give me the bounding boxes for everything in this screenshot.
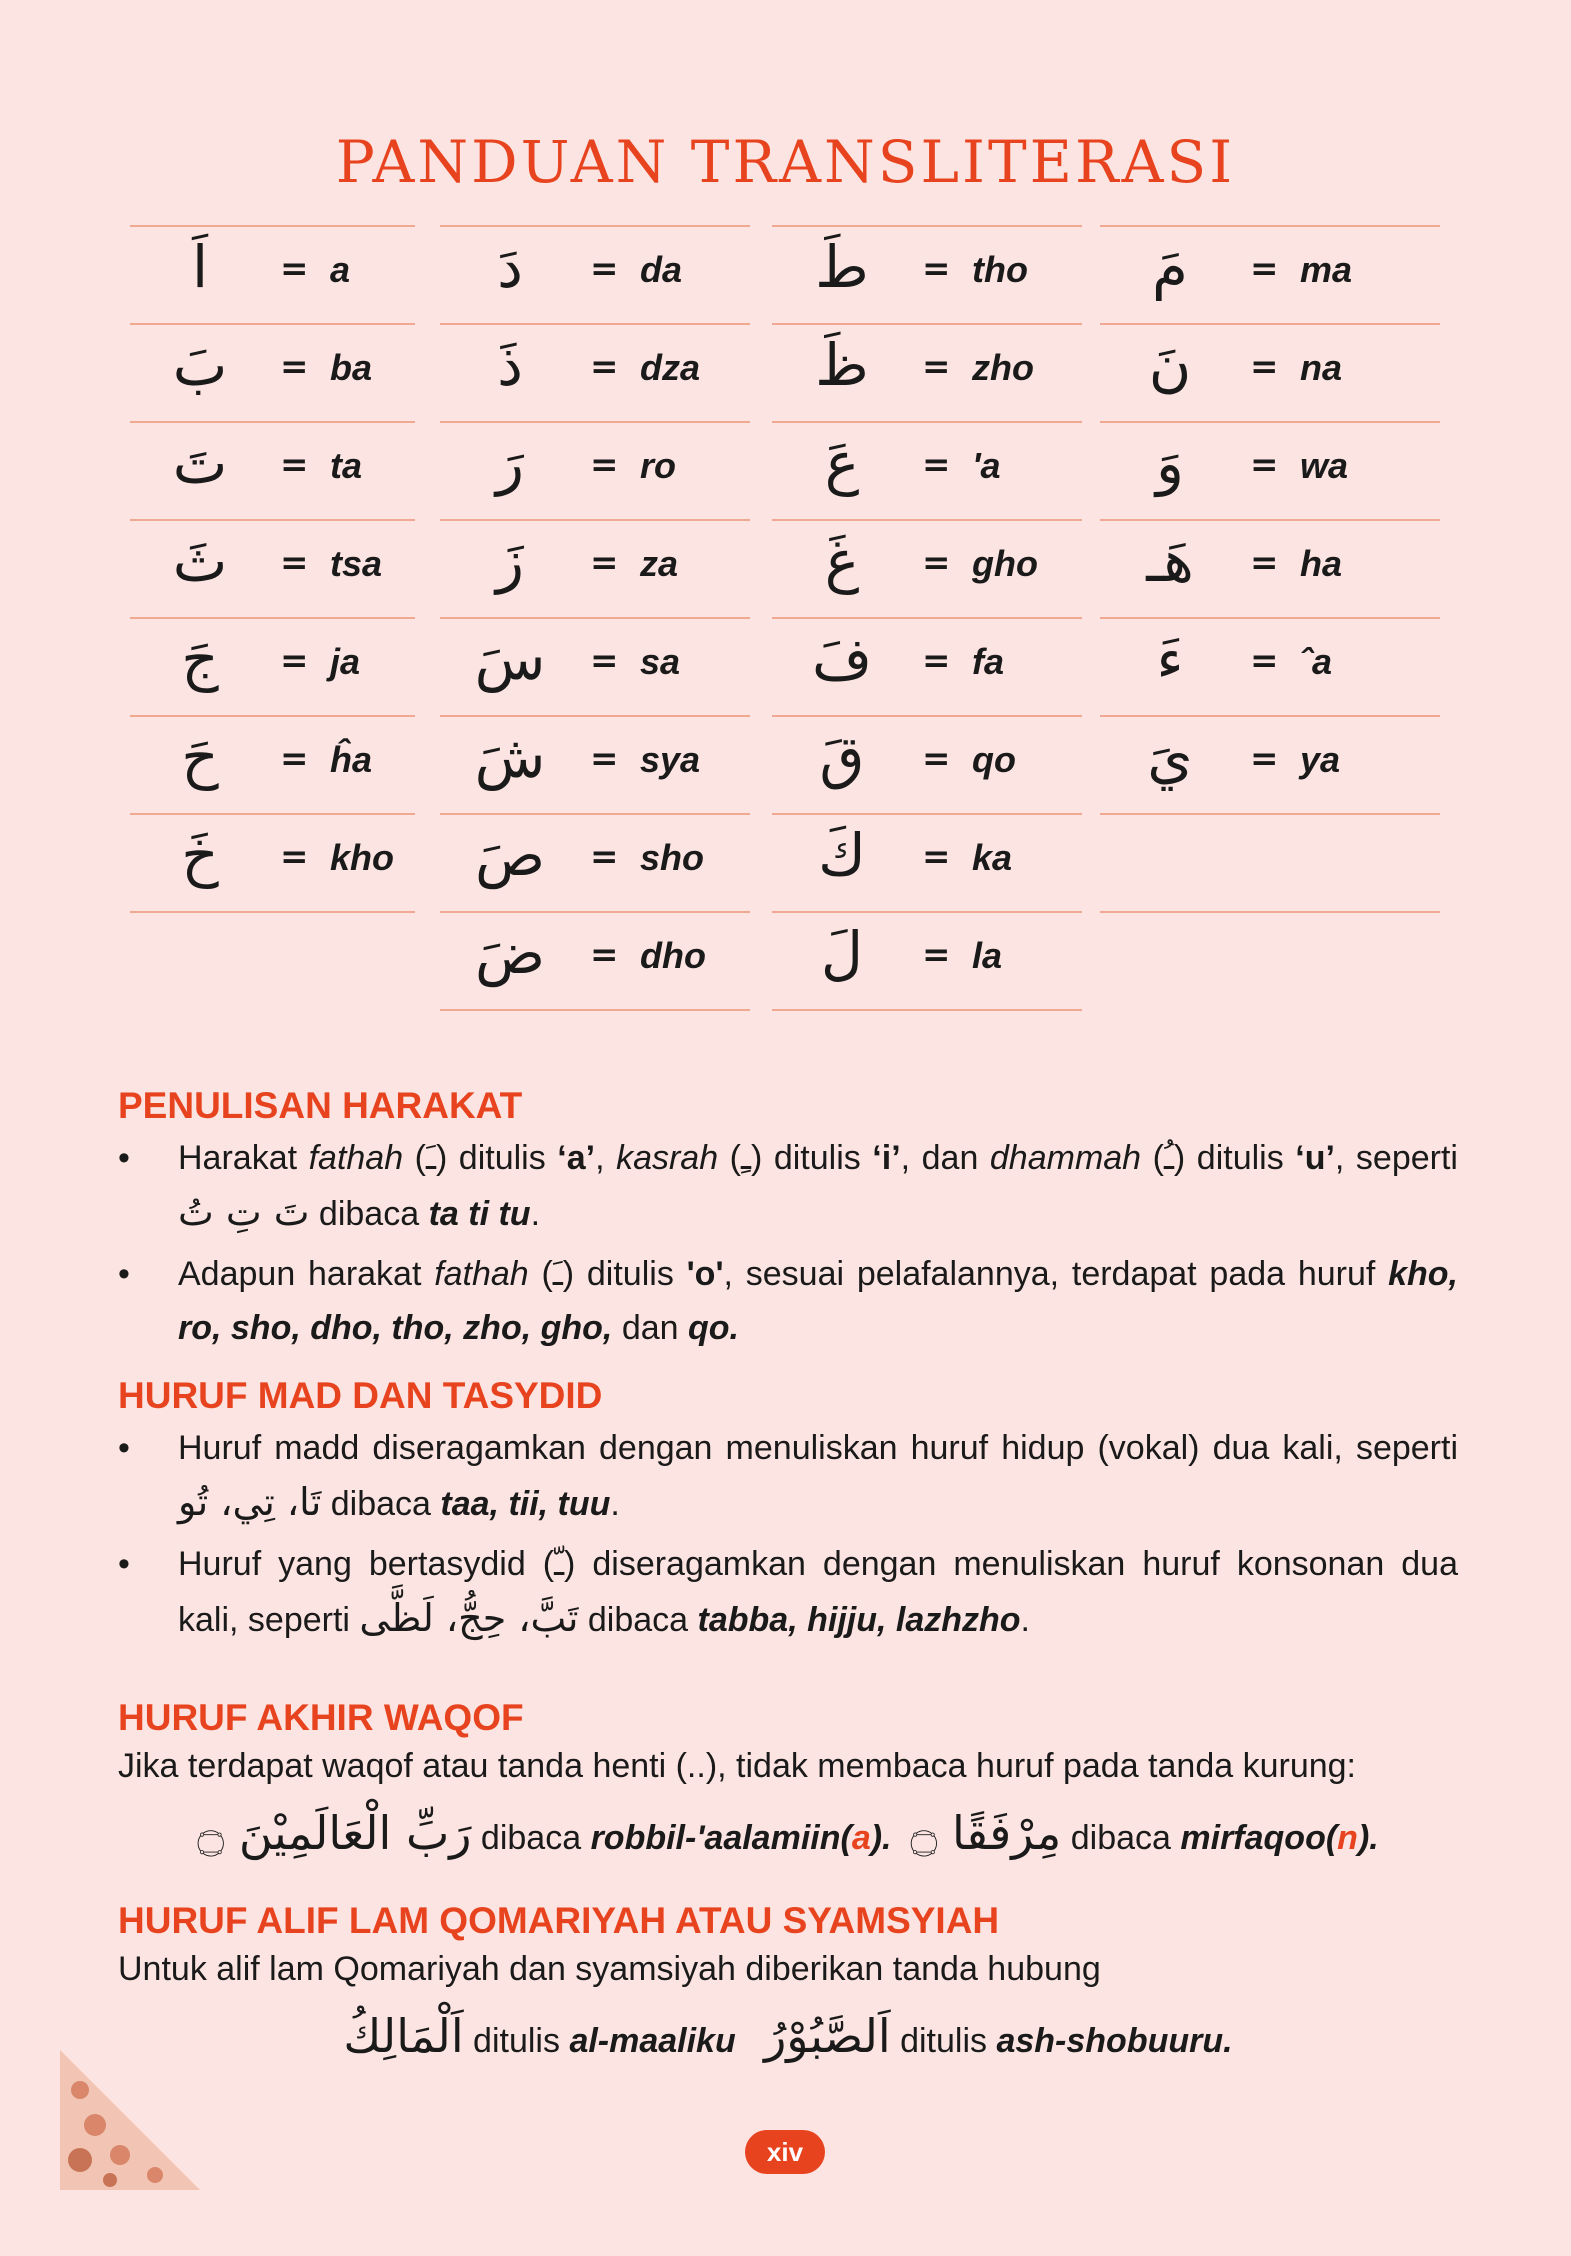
harakat-section (118, 1085, 1458, 1361)
arabic-letter: وَ (1155, 429, 1184, 497)
equals-sign: = (590, 445, 619, 485)
latin-transliteration: kho (330, 837, 395, 878)
letter-column-3 (772, 225, 1082, 1011)
latin-transliteration: dho (640, 935, 706, 976)
equals-sign: = (590, 739, 619, 779)
equals-sign: = (590, 935, 619, 975)
letter-row (772, 617, 1082, 715)
latin-transliteration: tho (972, 249, 1028, 290)
arabic-letter: بَ (172, 331, 228, 399)
arabic-letter: ظَ (815, 331, 869, 399)
latin-transliteration: a (330, 249, 351, 290)
latin-transliteration: za (640, 543, 679, 584)
arabic-example: رَبِّ الْعَالَمِيْنَ ۝ (197, 1806, 472, 1860)
letter-row (440, 715, 750, 813)
crossed-letter: a (851, 1819, 871, 1857)
page-number: xiv (745, 2130, 825, 2174)
latin-transliteration: ya (1300, 739, 1341, 780)
waqof-heading: HURUF AKHIR WAQOF (118, 1697, 524, 1738)
alif-lam-heading: HURUF ALIF LAM QOMARIYAH ATAU SYAMSYIAH (118, 1900, 1000, 1941)
arabic-example: تَا، تِي، تُو (178, 1480, 322, 1524)
arabic-example: تَ تِ تُ (178, 1190, 310, 1234)
letter-row (130, 715, 415, 813)
equals-sign: = (922, 543, 951, 583)
letter-row (772, 421, 1082, 519)
equals-sign: = (922, 739, 951, 779)
latin-transliteration: tsa (330, 543, 383, 584)
equals-sign: = (922, 935, 951, 975)
arabic-letter: ثَ (172, 527, 228, 595)
waqof-intro: Jika terdapat waqof atau tanda henti (..), tidak membaca huruf pada tanda kurung: (118, 1747, 1356, 1785)
transliteration-table (130, 225, 1440, 1025)
arabic-example: مِرْفَقًا ۝ (910, 1806, 1062, 1860)
equals-sign: = (1250, 641, 1279, 681)
latin-transliteration: wa (1300, 445, 1349, 486)
arabic-letter: تَ (172, 429, 228, 497)
letter-row (1100, 813, 1440, 913)
latin-transliteration: na (1300, 347, 1343, 388)
equals-sign: = (922, 249, 951, 289)
arabic-letter: جَ (181, 625, 219, 693)
equals-sign: = (590, 543, 619, 583)
alif-lam-section (118, 1900, 1458, 2081)
equals-sign: = (922, 347, 951, 387)
arabic-letter: كَ (818, 821, 866, 889)
alif-lam-intro: Untuk alif lam Qomariyah dan syamsiyah diberikan tanda hubung (118, 1950, 1101, 1988)
floral-ornament-icon (60, 2050, 200, 2190)
equals-sign: = (280, 739, 309, 779)
equals-sign: = (1250, 347, 1279, 387)
latin-transliteration: ka (972, 837, 1013, 878)
letter-column-1 (130, 225, 415, 913)
arabic-letter: طَ (815, 233, 869, 301)
letter-row (772, 715, 1082, 813)
latin-transliteration: gho (972, 543, 1038, 584)
letter-row (130, 813, 415, 913)
arabic-example: اَلْمَالِكُ (343, 2009, 464, 2063)
arabic-letter: ضَ (474, 919, 546, 987)
equals-sign: = (1250, 543, 1279, 583)
mad-heading: HURUF MAD DAN TASYDID (118, 1375, 603, 1416)
equals-sign: = (280, 641, 309, 681)
arabic-letter: ءَ (1156, 625, 1184, 693)
harakat-bullet-2: • Adapun harakat fathah (ـَ) ditulis 'o', sesuai pelafalannya, terdapat pada huruf kho, ro, sho, dho, tho, zho, gho, dan qo. (118, 1247, 1458, 1355)
letter-row (440, 421, 750, 519)
equals-sign: = (280, 249, 309, 289)
page-title: PANDUAN TRANSLITERASI (335, 128, 1236, 196)
equals-sign: = (1250, 739, 1279, 779)
equals-sign: = (590, 641, 619, 681)
equals-sign: = (280, 543, 309, 583)
arabic-letter: زَ (495, 527, 524, 595)
latin-transliteration: sho (640, 837, 705, 878)
equals-sign: = (1250, 445, 1279, 485)
arabic-letter: خَ (181, 821, 219, 889)
arabic-letter: صَ (474, 821, 546, 889)
equals-sign: = (590, 347, 619, 387)
arabic-letter: شَ (474, 723, 546, 791)
waqof-section (118, 1697, 1458, 1878)
letter-row (772, 323, 1082, 421)
arabic-letter: دَ (497, 233, 523, 301)
equals-sign: = (922, 837, 951, 877)
latin-transliteration: ma (1300, 249, 1353, 290)
arabic-example: تَبَّ، حِجُّ، لَظَّى (359, 1596, 579, 1640)
letter-row (130, 323, 415, 421)
mad-section (118, 1375, 1458, 1653)
latin-transliteration: ĥa (330, 739, 373, 780)
harakat-heading: PENULISAN HARAKAT (118, 1085, 523, 1126)
letter-row (130, 421, 415, 519)
latin-transliteration: da (640, 249, 683, 290)
letter-row (772, 519, 1082, 617)
harakat-bullet-1: • Harakat fathah (ـَ) ditulis ‘a’, kasrah (ـِ) ditulis ‘i’, dan dhammah (ـُ) ditulis ‘u’, seperti تَ تِ تُ dibaca ta ti tu. (118, 1131, 1458, 1241)
letter-row (1100, 519, 1440, 617)
letter-row (130, 617, 415, 715)
equals-sign: = (1250, 249, 1279, 289)
arabic-letter: مَ (1152, 233, 1188, 301)
mad-bullet-1: • Huruf madd diseragamkan dengan menuliskan huruf hidup (vokal) dua kali, seperti تَا، تِي، تُو dibaca taa, tii, tuu. (118, 1421, 1458, 1531)
crossed-letter: n (1337, 1819, 1358, 1857)
latin-transliteration: fa (972, 641, 1005, 682)
latin-transliteration: ˆa (1300, 641, 1333, 682)
latin-transliteration: ro (640, 445, 676, 486)
letter-row (772, 911, 1082, 1011)
letter-row (1100, 225, 1440, 323)
letter-row (1100, 323, 1440, 421)
latin-transliteration: sa (640, 641, 681, 682)
letter-column-2 (440, 225, 750, 1011)
equals-sign: = (922, 641, 951, 681)
latin-transliteration: ja (330, 641, 361, 682)
arabic-letter: هَـ (1146, 527, 1194, 595)
arabic-letter: لَ (820, 919, 864, 987)
letter-row (440, 225, 750, 323)
latin-transliteration: zho (972, 347, 1034, 388)
letter-row (440, 813, 750, 911)
latin-transliteration: 'a (972, 445, 1001, 486)
alif-lam-examples: اَلْمَالِكُ ditulis al-maaliku اَلصَّبُوْرُ ditulis ash-shobuuru. (343, 2009, 1233, 2063)
equals-sign: = (280, 445, 309, 485)
arabic-letter: قَ (819, 723, 865, 791)
latin-transliteration: ba (330, 347, 373, 388)
letter-row (772, 225, 1082, 323)
arabic-letter: نَ (1148, 331, 1192, 399)
letter-row (130, 519, 415, 617)
equals-sign: = (280, 837, 309, 877)
latin-transliteration: la (972, 935, 1003, 976)
arabic-letter: رَ (495, 429, 524, 497)
arabic-letter: عَ (824, 429, 860, 497)
equals-sign: = (922, 445, 951, 485)
arabic-example: اَلصَّبُوْرُ (764, 2009, 891, 2063)
arabic-letter: غَ (824, 527, 860, 595)
latin-transliteration: qo (972, 739, 1016, 780)
arabic-letter: سَ (474, 625, 546, 693)
equals-sign: = (590, 837, 619, 877)
letter-row (440, 617, 750, 715)
latin-transliteration: ta (330, 445, 363, 486)
arabic-letter: ذَ (497, 331, 523, 399)
arabic-letter: حَ (181, 723, 219, 791)
letter-column-4 (1100, 225, 1440, 913)
equals-sign: = (280, 347, 309, 387)
latin-transliteration: sya (640, 739, 701, 780)
waqof-examples: رَبِّ الْعَالَمِيْنَ ۝ dibaca robbil-'aalamiin(a). مِرْفَقًا ۝ dibaca mirfaqoo(n). (197, 1806, 1379, 1860)
letter-row (440, 911, 750, 1011)
letter-row (772, 813, 1082, 911)
letter-row (1100, 715, 1440, 813)
letter-row (130, 225, 415, 323)
mad-bullet-2: • Huruf yang bertasydid (ـّ) diseragamkan dengan menuliskan huruf konsonan dua kali, seperti تَبَّ، حِجُّ، لَظَّى dibaca tabba, hijju, lazhzho. (118, 1537, 1458, 1647)
letter-row (440, 519, 750, 617)
letter-row (1100, 421, 1440, 519)
letter-row (440, 323, 750, 421)
latin-transliteration: dza (640, 347, 701, 388)
equals-sign: = (590, 249, 619, 289)
arabic-letter: فَ (811, 625, 873, 693)
arabic-letter: يَ (1147, 723, 1193, 791)
latin-transliteration: ha (1300, 543, 1343, 584)
arabic-letter: اَ (191, 233, 209, 301)
letter-row (1100, 617, 1440, 715)
